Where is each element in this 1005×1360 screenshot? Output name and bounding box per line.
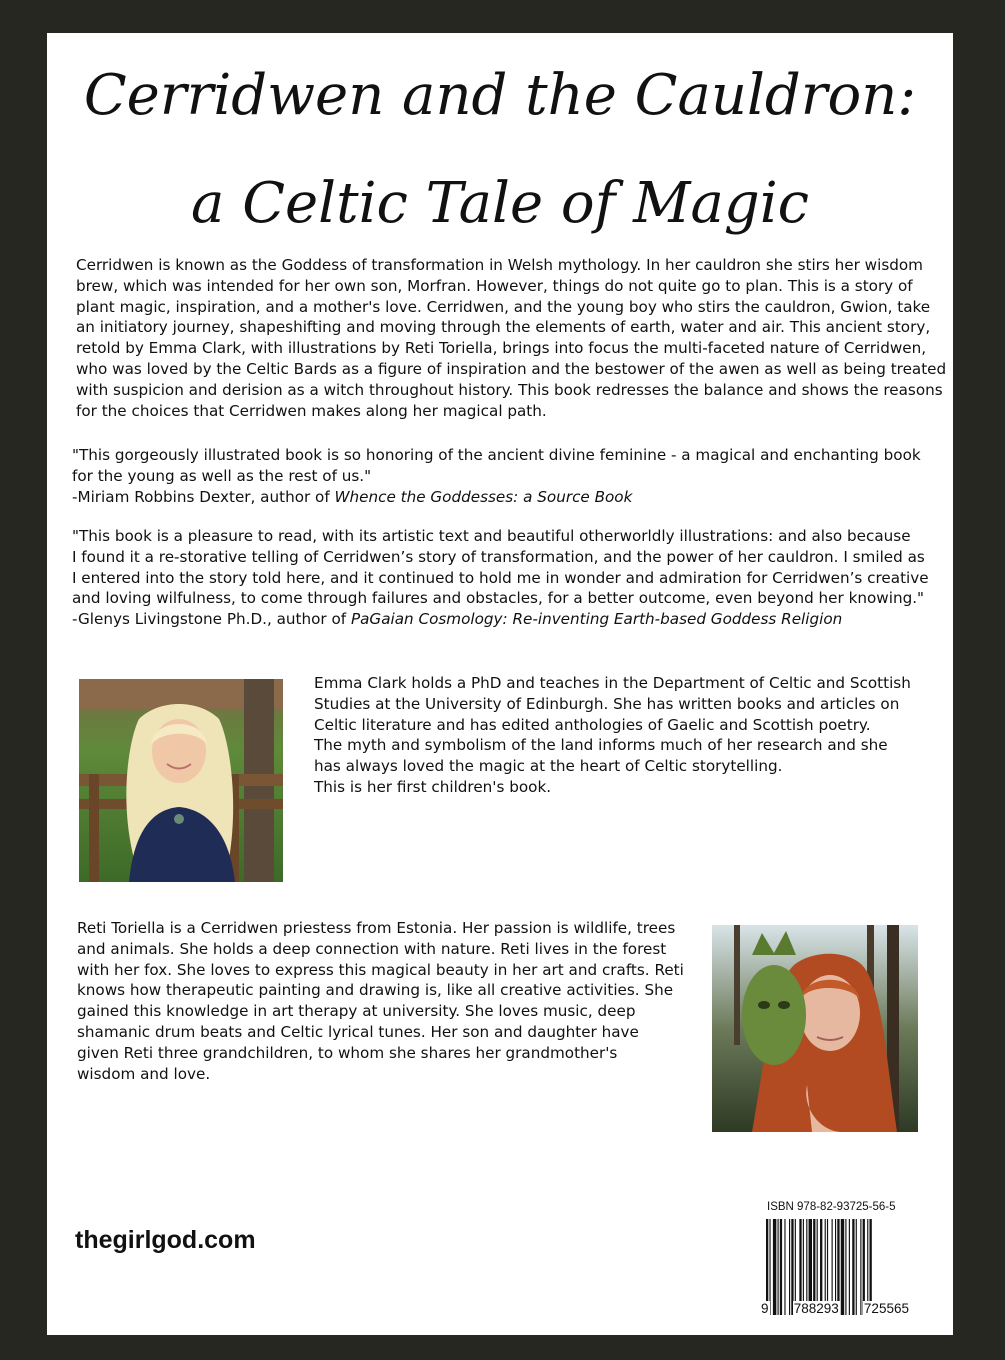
quote-line: "This gorgeously illustrated book is so honoring of the ancient divine feminine - a magical and enchanting book — [72, 446, 921, 464]
author-bio — [314, 673, 914, 798]
quote-line: for the young as well as the rest of us." — [72, 466, 372, 485]
bio-line: The myth and symbolism of the land informs much of her research and she — [314, 736, 888, 755]
barcode-digit-group: 788293 — [793, 1301, 839, 1316]
bio-line: Reti Toriella is a Cerridwen priestess from Estonia. Her passion is wildlife, trees — [77, 919, 676, 937]
description-line: for the choices that Cerridwen makes along her magical path. — [76, 401, 547, 420]
review-quote-1 — [72, 445, 932, 507]
quote-attribution — [72, 609, 932, 630]
description-line: brew, which was intended for her own son, Morfran. However, things do not quite go to plan. This is a story of — [76, 276, 913, 295]
barcode-digits — [760, 1301, 910, 1316]
illustrator-photo — [712, 925, 918, 1132]
book-description — [76, 255, 947, 421]
bio-line: Emma Clark holds a PhD and teaches in the Department of Celtic and Scottish — [314, 674, 911, 692]
description-line: with suspicion and derision as a witch throughout history. This book redresses the balance and shows the reasons — [76, 380, 943, 399]
review-quote-2 — [72, 526, 932, 630]
bio-line: Studies at the University of Edinburgh. She has written books and articles on — [314, 694, 900, 713]
quote-attribution — [72, 487, 932, 508]
description-line: Cerridwen is known as the Goddess of transformation in Welsh mythology. In her cauldron she stirs her wisdom — [76, 256, 923, 274]
description-line: who was loved by the Celtic Bards as a figure of inspiration and the bestower of the awen as well as being treated — [76, 359, 947, 378]
barcode-digit-group: 725565 — [863, 1301, 909, 1316]
description-line: retold by Emma Clark, with illustrations by Reti Toriella, brings into focus the multi-faceted nature of Cerridwen, — [76, 339, 927, 358]
barcode-digit-group: 9 — [761, 1301, 769, 1316]
book-title-line-2: a Celtic Tale of Magic — [191, 171, 809, 236]
author-photo — [79, 679, 283, 882]
attribution-book-title: PaGaian Cosmology: Re-inventing Earth-based Goddess Religion — [350, 610, 843, 629]
illustrator-bio — [77, 918, 684, 1084]
bio-line: wisdom and love. — [77, 1064, 211, 1083]
bio-line: shamanic drum beats and Celtic lyrical tunes. Her son and daughter have — [77, 1022, 639, 1041]
bio-line: with her fox. She loves to express this magical beauty in her art and crafts. Reti — [77, 960, 684, 979]
attribution-author: -Glenys Livingstone Ph.D., author of — [72, 610, 351, 629]
description-line: an initiatory journey, shapeshifting and moving through the elements of earth, water and air. This ancient story, — [76, 318, 931, 337]
quote-line: I found it a re-storative telling of Cerridwen’s story of transformation, and the power of her cauldron. I smiled as — [72, 547, 925, 566]
bio-line: This is her first children's book. — [314, 777, 552, 796]
attribution-author: -Miriam Robbins Dexter, author of — [72, 487, 335, 506]
website-url[interactable]: thegirlgod.com — [75, 1226, 256, 1254]
back-cover — [47, 33, 953, 1335]
book-title-line-1: Cerridwen and the Cauldron: — [83, 63, 917, 128]
description-line: plant magic, inspiration, and a mother's love. Cerridwen, and the young boy who stirs the cauldron, Gwion, take — [76, 297, 931, 316]
bio-line: knows how therapeutic painting and drawing is, like all creative activities. She — [77, 981, 674, 1000]
quote-line: and loving wilfulness, to come through failures and obstacles, for a better outcome, even beyond her knowing." — [72, 589, 925, 608]
attribution-book-title: Whence the Goddesses: a Source Book — [334, 487, 633, 506]
quote-line: I entered into the story told here, and it continued to hold me in wonder and admiration for Cerridwen’s creative — [72, 568, 929, 587]
isbn-label: ISBN 978-82-93725-56-5 — [767, 1201, 896, 1213]
bio-line: given Reti three grandchildren, to whom she shares her grandmother's — [77, 1043, 618, 1062]
bio-line: and animals. She holds a deep connection with nature. Reti lives in the forest — [77, 939, 667, 958]
bio-line: gained this knowledge in art therapy at university. She loves music, deep — [77, 1002, 636, 1021]
bio-line: Celtic literature and has edited anthologies of Gaelic and Scottish poetry. — [314, 715, 871, 734]
bio-line: has always loved the magic at the heart of Celtic storytelling. — [314, 757, 783, 776]
quote-line: "This book is a pleasure to read, with its artistic text and beautiful otherworldly illustrations: and also because — [72, 527, 911, 545]
